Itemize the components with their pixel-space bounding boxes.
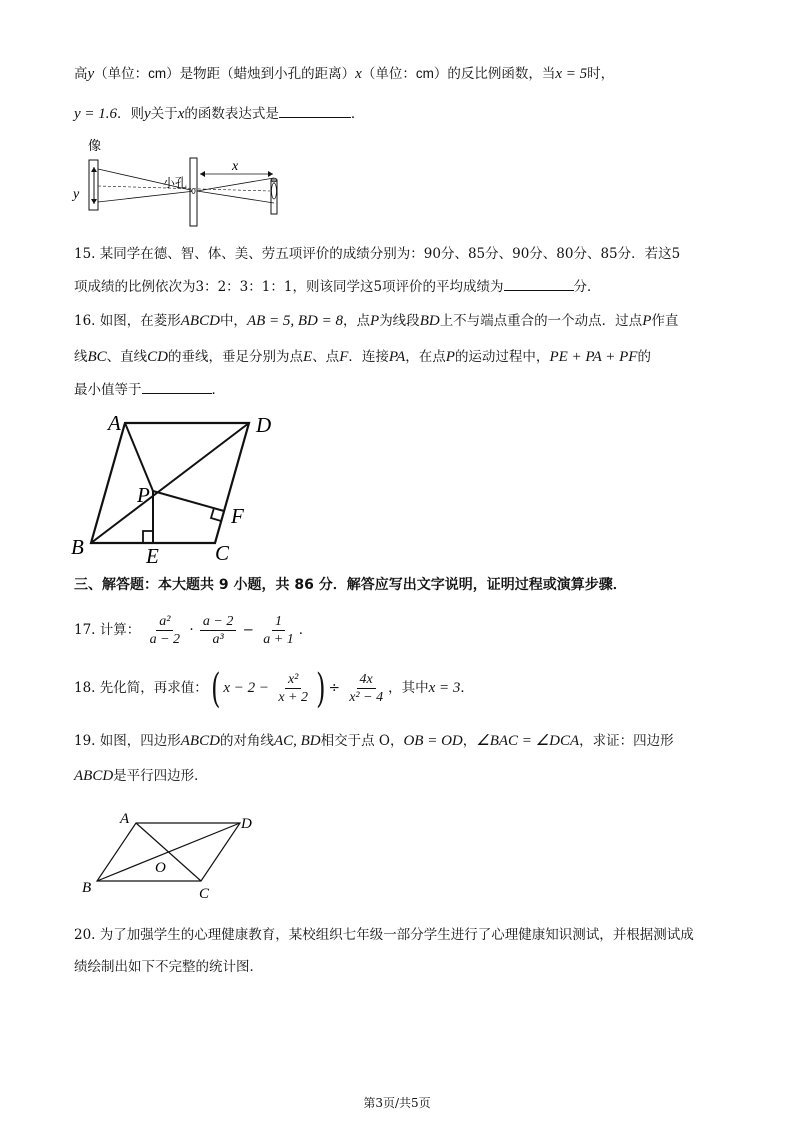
q14-line1: 高y（单位：cm）是物距（蜡烛到小孔的距离）x（单位：cm）的反比例函数，当x = 5时， — [74, 66, 615, 82]
vertex-F: F — [231, 504, 244, 528]
label-image: 像 — [88, 138, 102, 153]
q15-answer-blank[interactable] — [504, 276, 574, 291]
q16-line1: 16. 如图，在菱形ABCD中，AB = 5, BD = 8，点P为线段BD上不与端点重合的一个动点．过点P作直 — [74, 313, 679, 329]
q17-line: 17. 计算： $\frac{\text{a²}}{a - 2}$ · $\frac{a - 2}{\text{a³}}$ − $\frac{1}{a + 1}$ ． — [74, 614, 313, 647]
q15-line2: 项成绩的比例依次为3：2：3：1：1，则该同学这5项评价的平均成绩为 分． — [74, 276, 601, 297]
parallelogram-figure — [78, 808, 268, 900]
q17-frac1: $\frac{\text{a²}}{a - 2}$ — [149, 614, 181, 647]
q18-frac1: $\frac{\text{x²}}{x + 2}$ — [278, 672, 308, 705]
vertex-B: B — [82, 880, 92, 896]
q15-line1: 15. 某同学在德、智、体、美、劳五项评价的成绩分别为：90分、85分、90分、80分、85分．若这5 — [74, 246, 681, 262]
vertex-C: C — [215, 541, 230, 565]
q20-line2: 绩绘制出如下不完整的统计图． — [74, 959, 263, 975]
vertex-C: C — [199, 886, 210, 900]
q20-line1: 20. 为了加强学生的心理健康教育，某校组织七年级一部分学生进行了心理健康知识测试，并根据测试成 — [74, 927, 694, 943]
q19-line2: ABCD是平行四边形． — [74, 768, 208, 784]
vertex-D: D — [256, 413, 272, 437]
q18-line: 18. 先化简，再求值：( x − 2 − $\frac{\text{x²}}{x + 2}$ ) ÷ $\frac{4x}{\text{x² − 4}}$ ，其中x = 3． — [74, 665, 474, 712]
q17-frac2: $\frac{a - 2}{\text{a³}}$ — [200, 613, 236, 648]
q18-frac2: $\frac{4x}{\text{x² − 4}}$ — [349, 672, 384, 705]
label-x: x — [232, 159, 239, 174]
q19-line1: 19. 如图，四边形ABCD的对角线AC, BD相交于点 O，OB = OD，∠BAC = ∠DCA，求证：四边形 — [74, 733, 674, 749]
rhombus-figure — [66, 406, 286, 570]
vertex-A: A — [108, 411, 121, 435]
label-y: y — [73, 187, 80, 202]
vertex-D: D — [241, 816, 252, 832]
vertex-A: A — [120, 811, 130, 827]
vertex-E: E — [146, 544, 159, 568]
vertex-O: O — [155, 860, 166, 876]
section3-heading: 三、解答题：本大题共 9 小题，共 86 分．解答应写出文字说明，证明过程或演算步骤． — [74, 577, 627, 593]
q17-frac3: $\frac{1}{a + 1}$ — [263, 614, 294, 647]
label-hole: 小孔 — [163, 176, 188, 190]
vertex-P: P — [137, 483, 150, 507]
q16-line2: 线BC、直线CD的垂线，垂足分别为点E、点F．连接PA，在点P的运动过程中，PE + PA + PF的 — [74, 349, 651, 365]
q16-answer-blank[interactable] — [142, 379, 212, 394]
vertex-B: B — [71, 535, 84, 559]
pinhole-figure — [70, 136, 290, 232]
q14-answer-blank[interactable] — [279, 103, 351, 118]
q14-line2: y = 1.6．则y关于x的函数表达式是 ． — [74, 103, 364, 124]
page-footer: 第3页/共5页 — [363, 1096, 431, 1110]
q16-line3: 最小值等于 ． — [74, 379, 225, 400]
